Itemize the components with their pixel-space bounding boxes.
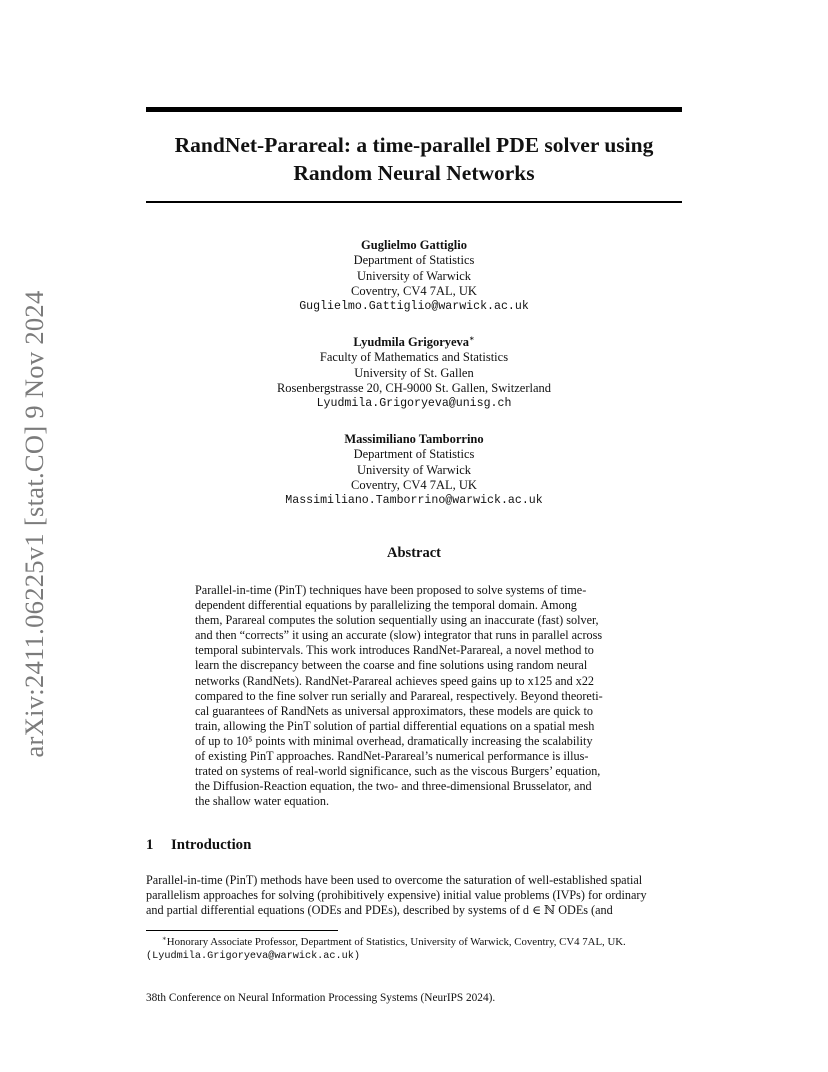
abstract-line: trated on systems of real-world significance, such as the viscous Burgers’ equation, xyxy=(195,764,601,779)
title-bottom-rule xyxy=(146,201,682,203)
abstract-line: of up to 10⁵ points with minimal overhead, dramatically increasing the scalability xyxy=(195,733,593,748)
author-name: Massimiliano Tamborrino xyxy=(344,432,484,446)
footnote-text: Honorary Associate Professor, Department of Statistics, University of Warwick, Coventry, CV4 7AL, UK. xyxy=(166,936,626,948)
introduction-line: parallelism approaches for solving (prohibitively expensive) initial value problems (IVPs) for ordinary xyxy=(146,888,647,903)
author-block-1 xyxy=(146,238,682,314)
footnote xyxy=(146,935,686,964)
author-affiliation-line: Coventry, CV4 7AL, UK xyxy=(351,283,477,298)
title-line-1: RandNet-Parareal: a time-parallel PDE solver using xyxy=(174,133,654,157)
abstract-line: of existing PinT approaches. RandNet-Parareal’s numerical performance is illus- xyxy=(195,749,589,764)
abstract-line: cal guarantees of RandNets as universal approximators, these models are quick to xyxy=(195,703,593,718)
author-name: Lyudmila Grigoryeva∗ xyxy=(353,333,475,349)
footnote-rule xyxy=(146,930,338,931)
author-affiliation-line: Department of Statistics xyxy=(353,447,475,462)
abstract-line: networks (RandNets). RandNet-Parareal achieves speed gains up to x125 and x22 xyxy=(195,673,595,688)
abstract-line: train, allowing the PinT solution of partial differential equations on a spatial mesh xyxy=(195,718,595,733)
conference-footer: 38th Conference on Neural Information Processing Systems (NeurIPS 2024). xyxy=(146,992,496,1004)
abstract-line: and then “corrects” it using an accurate (slow) integrator that runs in parallel across xyxy=(195,628,603,643)
section-number: 1 xyxy=(146,837,154,853)
author-affiliation-line: Faculty of Mathematics and Statistics xyxy=(319,350,509,365)
footnote-marker: ∗ xyxy=(162,934,167,943)
introduction-body xyxy=(146,873,682,919)
abstract-heading: Abstract xyxy=(387,545,441,561)
abstract-line: dependent differential equations by parallelizing the temporal domain. Among xyxy=(195,598,577,613)
arxiv-identifier-stamp: arXiv:2411.06225v1 [stat.CO] 9 Nov 2024 xyxy=(19,290,49,758)
abstract-line: the Diffusion-Reaction equation, the two- and three-dimensional Brusselator, and xyxy=(195,779,592,794)
abstract-line: Parallel-in-time (PinT) techniques have been proposed to solve systems of time- xyxy=(195,583,587,597)
abstract-line: temporal subintervals. This work introduces RandNet-Parareal, a novel method to xyxy=(195,643,594,658)
introduction-line: Parallel-in-time (PinT) methods have been used to overcome the saturation of well-established spatial xyxy=(146,873,643,887)
title-line-2: Random Neural Networks xyxy=(293,161,535,185)
author-email: Guglielmo.Gattiglio@warwick.ac.uk xyxy=(299,300,529,314)
abstract-line: compared to the fine solver run serially and Parareal, respectively. Beyond theoreti- xyxy=(195,688,603,703)
author-affiliation-line: University of Warwick xyxy=(356,462,471,477)
abstract-line: the shallow water equation. xyxy=(195,794,330,809)
footnote-line xyxy=(146,935,686,950)
author-affiliation-line: Rosenbergstrasse 20, CH-9000 St. Gallen, Switzerland xyxy=(276,380,552,395)
author-email: Massimiliano.Tamborrino@warwick.ac.uk xyxy=(285,494,543,508)
title-top-rule xyxy=(146,107,682,112)
abstract-line: them, Parareal computes the solution sequentially using an inaccurate (fast) solver, xyxy=(195,613,599,628)
author-block-3 xyxy=(146,432,682,508)
abstract-body xyxy=(195,583,635,809)
paper-title xyxy=(146,131,682,187)
author-affiliation-line: University of Warwick xyxy=(356,268,471,283)
author-email: Lyudmila.Grigoryeva@unisg.ch xyxy=(316,397,512,411)
author-block-2 xyxy=(146,335,682,411)
section-title: Introduction xyxy=(171,837,252,853)
author-name: Guglielmo Gattiglio xyxy=(361,238,467,252)
footnote-marker: ∗ xyxy=(469,333,475,343)
section-heading-introduction xyxy=(146,837,251,854)
abstract-line: learn the discrepancy between the coarse and fine solutions using random neural xyxy=(195,658,588,673)
introduction-line: and partial differential equations (ODEs and PDEs), described by systems of d ∈ ℕ ODEs (and xyxy=(146,903,613,918)
author-affiliation-line: University of St. Gallen xyxy=(354,365,474,380)
author-affiliation-line: Coventry, CV4 7AL, UK xyxy=(351,477,477,492)
author-affiliation-line: Department of Statistics xyxy=(353,253,475,268)
footnote-email: (Lyudmila.Grigoryeva@warwick.ac.uk) xyxy=(146,950,360,962)
